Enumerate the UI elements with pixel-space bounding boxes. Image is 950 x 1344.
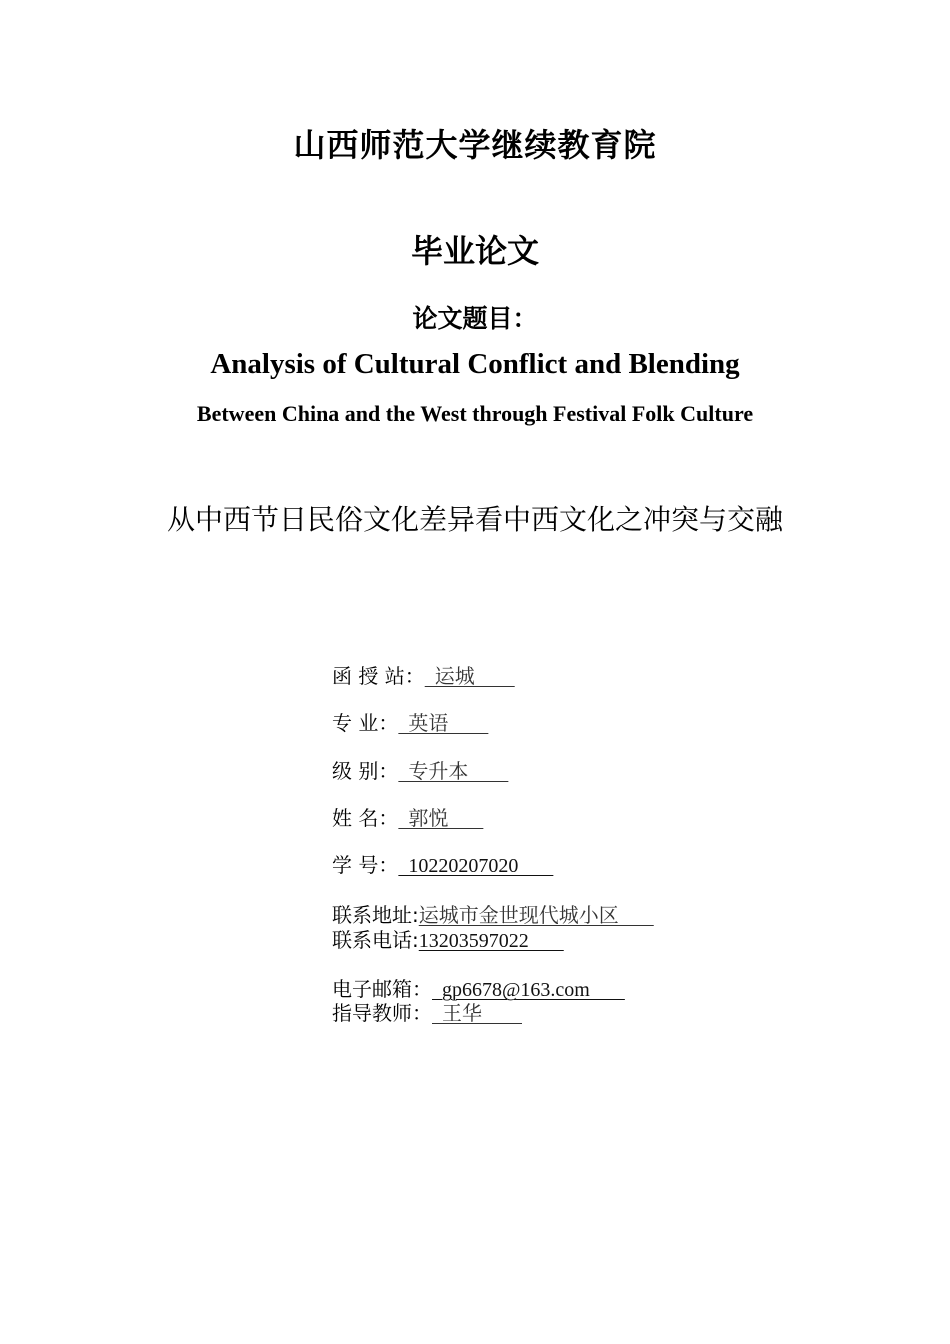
email-label: 电子邮箱：: [332, 977, 432, 1001]
student-id-label: 学 号：: [332, 853, 399, 877]
email-value: gp6678@163.com: [432, 979, 625, 1001]
level-value: 专升本: [398, 761, 509, 783]
address-label: 联系地址:: [332, 903, 419, 927]
name-value: 郭悦: [398, 808, 484, 830]
info-row-phone: [332, 928, 932, 953]
name-label: 姓 名：: [332, 806, 399, 830]
info-row-email: [332, 977, 932, 1002]
info-row-address: [332, 903, 932, 928]
thesis-title-chinese: 从中西节日民俗文化差异看中西文化之冲突与交融: [166, 503, 783, 536]
info-row-major: [332, 711, 932, 736]
university-name: 山西师范大学继续教育院: [293, 126, 657, 164]
station-value: 运城: [424, 666, 515, 688]
info-row-advisor: [332, 1001, 932, 1026]
document-type: 毕业论文: [410, 232, 539, 270]
phone-value: 13203597022: [418, 930, 564, 952]
major-value: 英语: [398, 713, 489, 735]
info-row-level: [332, 759, 932, 784]
advisor-label: 指导教师：: [332, 1001, 432, 1025]
thesis-title-english-line-2: Between China and the West through Festival Folk Culture: [196, 401, 754, 426]
info-row-station: [332, 664, 932, 689]
major-label: 专 业：: [332, 711, 399, 735]
student-id-value: 10220207020: [398, 855, 554, 877]
phone-label: 联系电话:: [332, 928, 419, 952]
station-label: 函 授 站：: [332, 664, 425, 688]
thesis-title-label: 论文题目：: [412, 304, 538, 333]
level-label: 级 别：: [332, 759, 399, 783]
address-value: 运城市金世现代城小区: [418, 905, 654, 927]
thesis-title-english-line-1: Analysis of Cultural Conflict and Blending: [210, 348, 740, 380]
info-row-name: [332, 806, 932, 831]
advisor-value: 王华: [432, 1003, 522, 1025]
info-row-student-id: [332, 853, 932, 878]
